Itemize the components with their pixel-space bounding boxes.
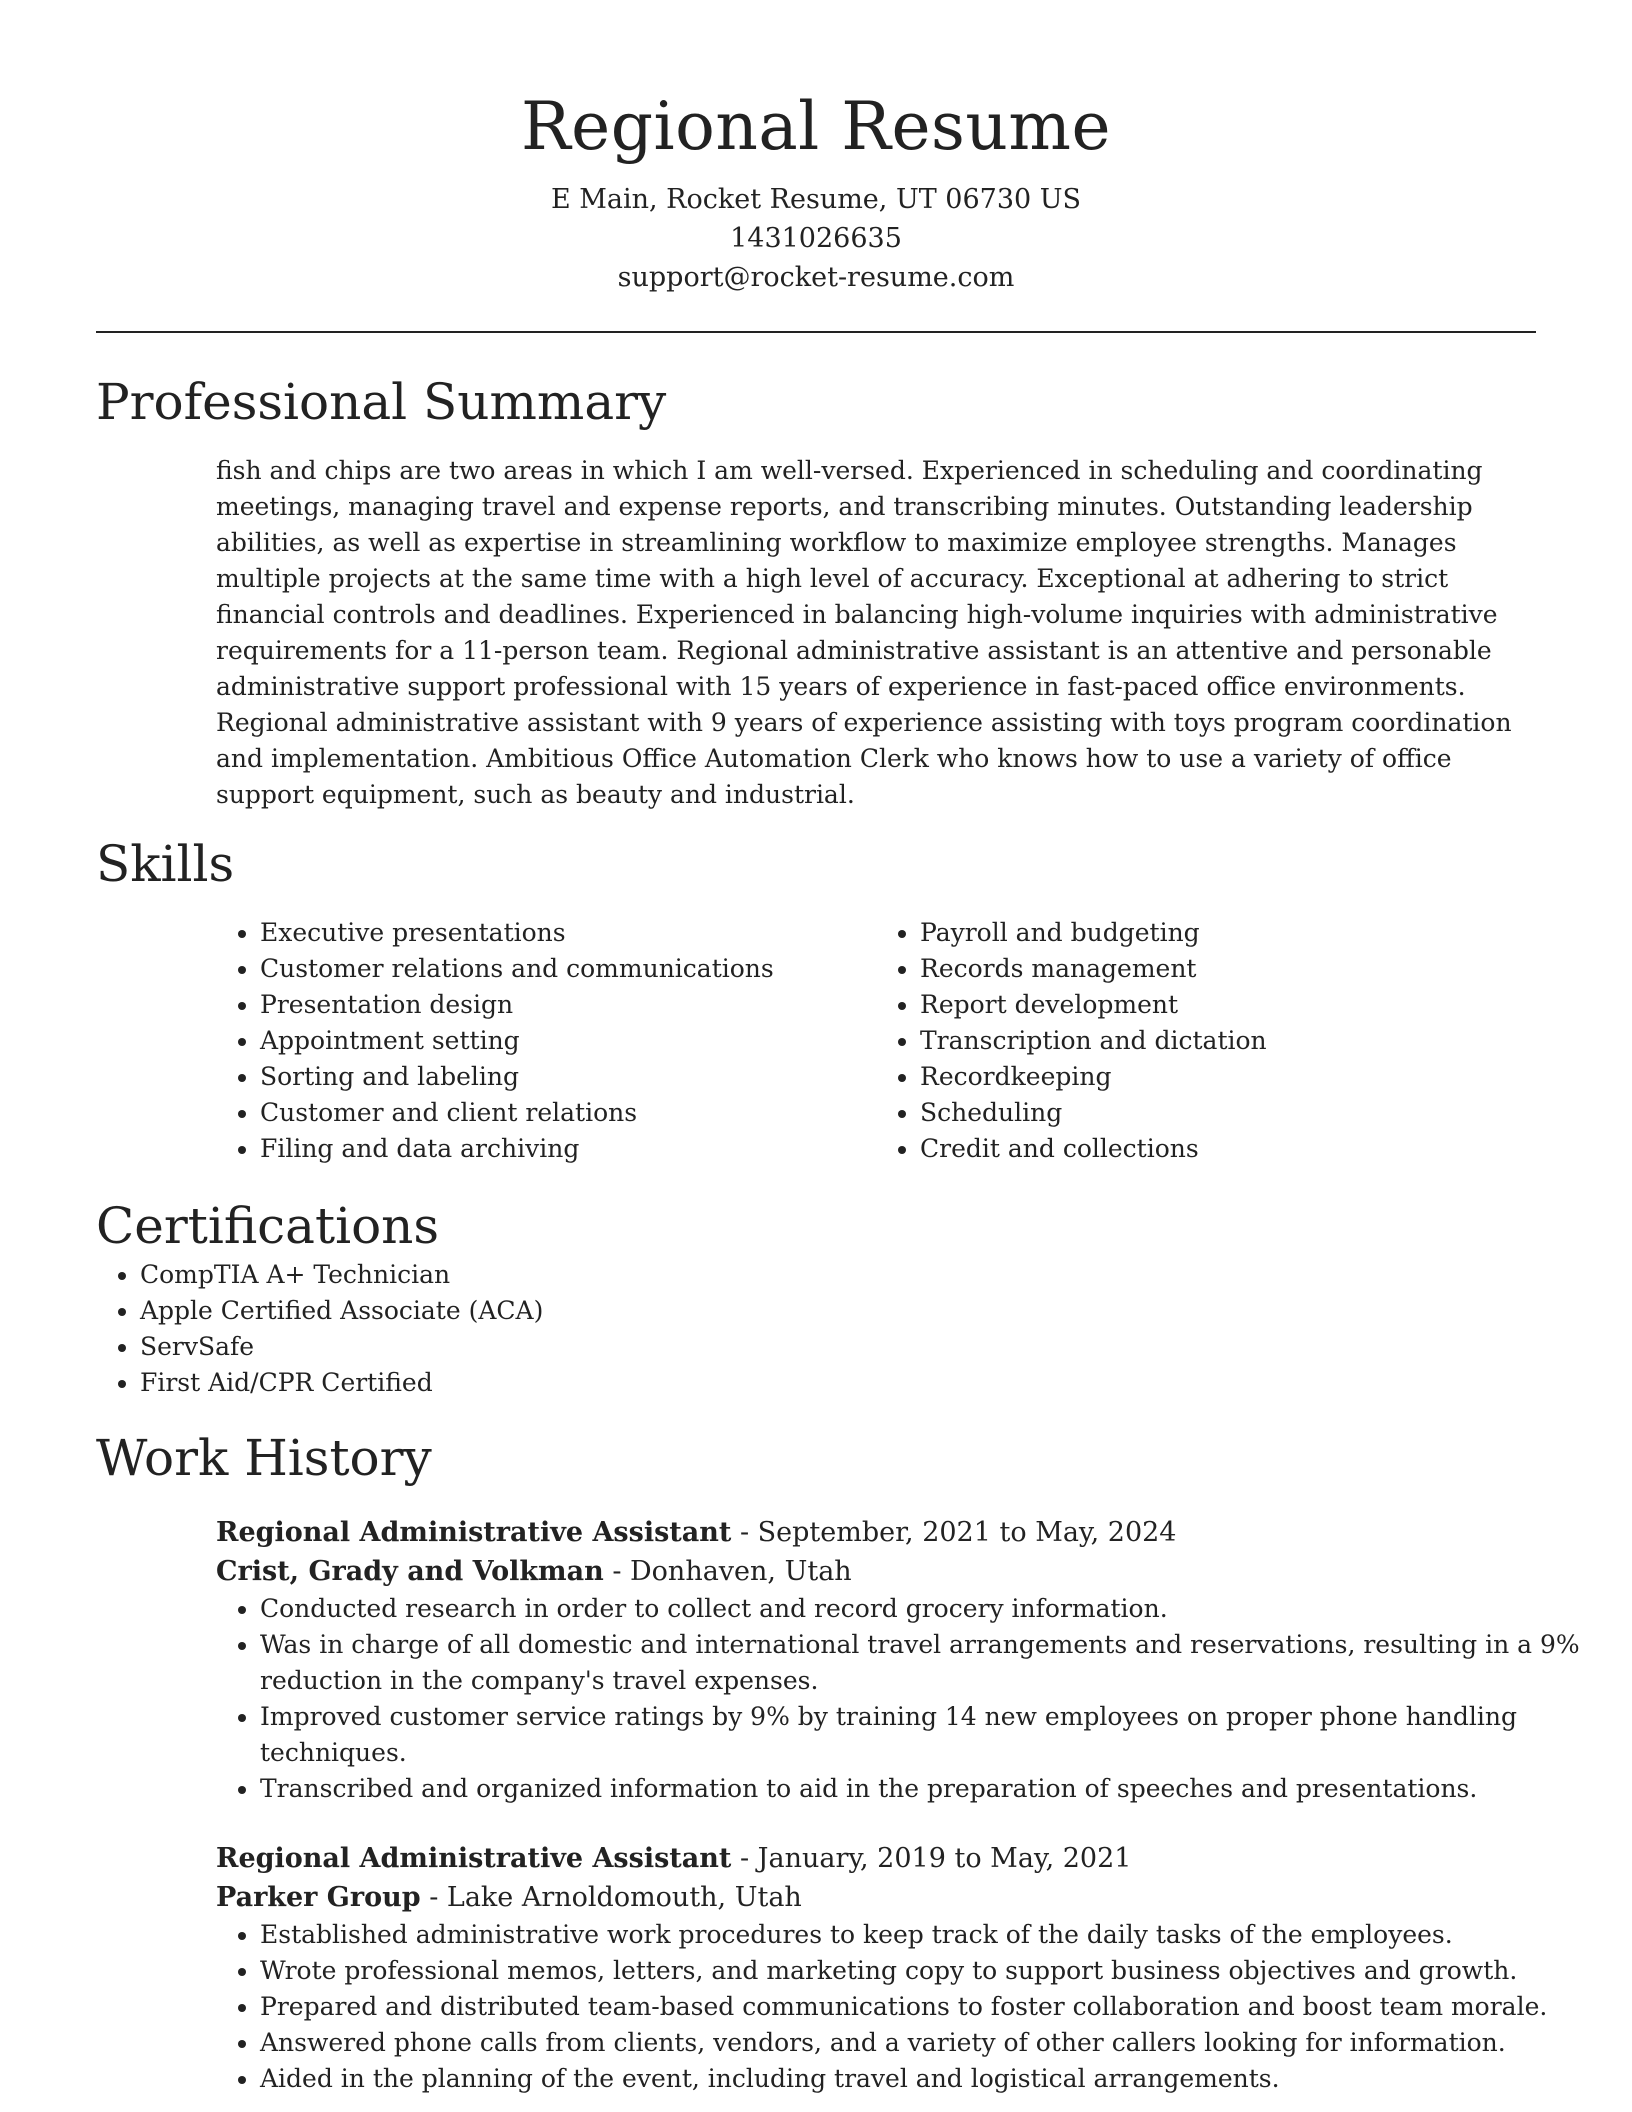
list-item: • Sorting and labeling	[260, 1059, 876, 1095]
skills-columns	[216, 915, 1536, 1167]
job-location: - Donhaven, Utah	[603, 1556, 852, 1587]
section-title-certifications: Certifications	[96, 1197, 440, 1255]
list-item: • Appointment setting	[260, 1023, 876, 1059]
job-entry	[216, 1513, 1580, 1807]
list-item: • Transcription and dictation	[920, 1023, 1536, 1059]
list-item: • Conducted research in order to collect and record grocery information.	[260, 1591, 1580, 1627]
job-location: - Lake Arnoldomouth, Utah	[420, 1882, 802, 1913]
list-item: • Executive presentations	[260, 915, 876, 951]
list-item: • First Aid/CPR Certified	[140, 1365, 1536, 1401]
job-company-line	[216, 1878, 1536, 1917]
address: E Main, Rocket Resume, UT 06730 US	[550, 184, 1082, 215]
job-role: Regional Administrative Assistant	[216, 1517, 732, 1548]
list-item: • Apple Certified Associate (ACA)	[140, 1293, 1536, 1329]
section-title-skills: Skills	[96, 835, 235, 893]
phone: 1431026635	[730, 223, 902, 254]
candidate-name: Regional Resume	[520, 88, 1112, 165]
resume-header	[96, 0, 1536, 297]
skills-list-left	[216, 915, 876, 1167]
list-item: • Report development	[920, 987, 1536, 1023]
job-company-line	[216, 1552, 1536, 1591]
job-bullets	[216, 1591, 1580, 1807]
job-entry	[216, 1839, 1548, 2097]
list-item: • CompTIA A+ Technician	[140, 1257, 1536, 1293]
header-divider	[96, 331, 1536, 333]
list-item: • Was in charge of all domestic and international travel arrangements and reservations, resulting in a 9% reduction in the company's travel expenses.	[260, 1627, 1580, 1699]
job-title-line	[216, 1513, 1536, 1552]
list-item: • Records management	[920, 951, 1536, 987]
list-item: • Wrote professional memos, letters, and marketing copy to support business objectives and growth.	[260, 1953, 1580, 1989]
list-item: • Answered phone calls from clients, vendors, and a variety of other callers looking for information.	[260, 2025, 1580, 2061]
job-dates: - September, 2021 to May, 2024	[731, 1517, 1177, 1548]
list-item: • Customer and client relations	[260, 1095, 876, 1131]
summary-text: fish and chips are two areas in which I am well-versed. Experienced in scheduling and coordinating meetings, managing travel and expense reports, and transcribing minutes. Outstanding leadership abilities, as well as expertise in streamlining workflow to maximize employee strengths. Manages multiple projects at the same time with a high level of accuracy. Exceptional at adhering to strict financial controls and deadlines. Experienced in balancing high-volume inquiries with administrative requirements for a 11-person team. Regional administrative assistant is an attentive and personable administrative support professional with 15 years of experience in fast-paced office environments. Regional administrative assistant with 9 years of experience assisting with toys program coordination and implementation. Ambitious Office Automation Clerk who knows how to use a variety of office support equipment, such as beauty and industrial.	[216, 456, 1512, 809]
section-title-summary: Professional Summary	[96, 373, 667, 431]
job-title-line	[216, 1839, 1536, 1878]
list-item: • Credit and collections	[920, 1131, 1536, 1167]
list-item: • Presentation design	[260, 987, 876, 1023]
list-item: • Transcribed and organized information to aid in the preparation of speeches and presentations.	[260, 1771, 1580, 1807]
skills-list-right	[876, 915, 1536, 1167]
email: support@rocket-resume.com	[617, 262, 1015, 293]
list-item: • Prepared and distributed team-based communications to foster collaboration and boost team morale.	[260, 1989, 1580, 2025]
job-company: Crist, Grady and Volkman	[216, 1556, 604, 1587]
list-item: • Customer relations and communications	[260, 951, 876, 987]
job-dates: - January, 2019 to May, 2021	[731, 1843, 1132, 1874]
certifications-list	[96, 1257, 1536, 1401]
list-item: • Scheduling	[920, 1095, 1536, 1131]
list-item: • Filing and data archiving	[260, 1131, 876, 1167]
job-role: Regional Administrative Assistant	[216, 1843, 732, 1874]
list-item: • Established administrative work procedures to keep track of the daily tasks of the employees.	[260, 1917, 1580, 1953]
job-bullets	[216, 1917, 1580, 2097]
list-item: • Recordkeeping	[920, 1059, 1536, 1095]
list-item: • Aided in the planning of the event, including travel and logistical arrangements.	[260, 2061, 1580, 2097]
resume-page	[96, 0, 1580, 2097]
list-item: • Improved customer service ratings by 9% by training 14 new employees on proper phone handling techniques.	[260, 1699, 1580, 1771]
section-title-work-history: Work History	[96, 1429, 432, 1487]
job-company: Parker Group	[216, 1882, 421, 1913]
contact-block	[96, 180, 1536, 297]
list-item: • ServSafe	[140, 1329, 1536, 1365]
list-item: • Payroll and budgeting	[920, 915, 1536, 951]
